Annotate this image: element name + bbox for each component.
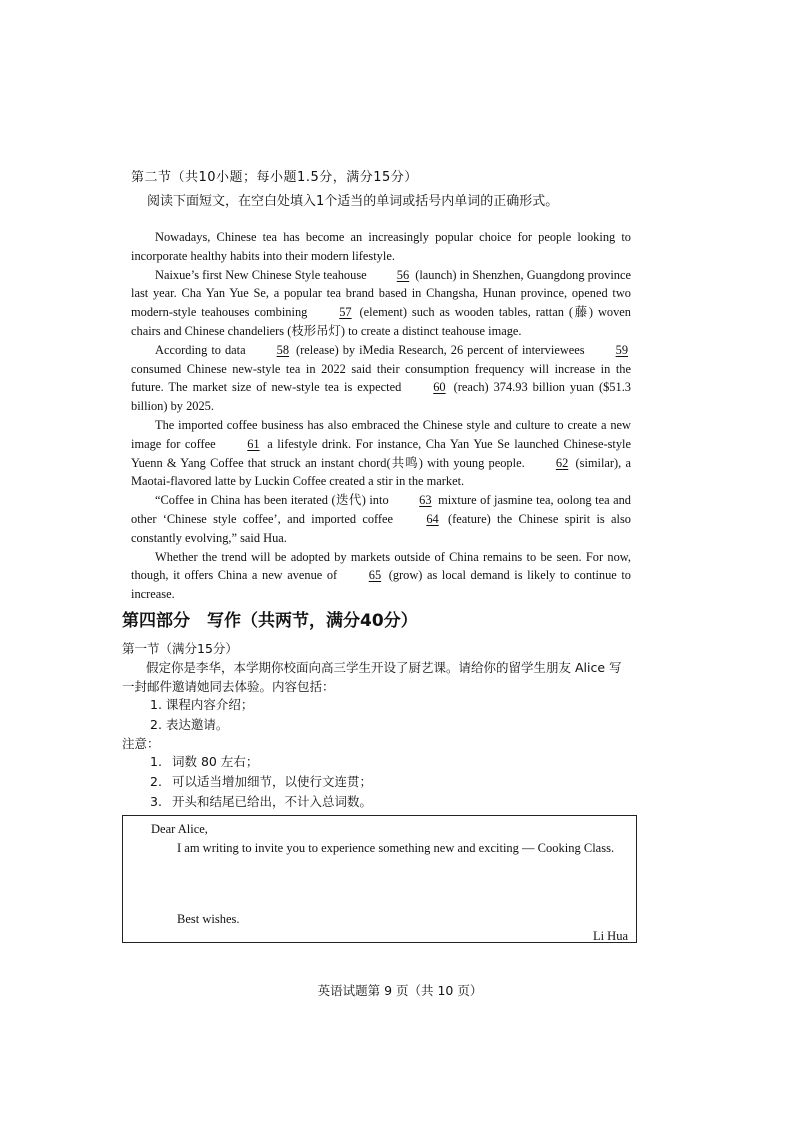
text-segment: (element) such as wooden tables, rattan (藤) woven chairs and Chinese chandeliers (枝形吊灯) to create a distinct teahouse image. — [131, 305, 631, 338]
writing-section1-header: 第一节（满分15分） — [122, 641, 238, 656]
text-segment: (grow) as local demand is likely to continue to increase. — [131, 568, 631, 602]
text-segment: (reach) 374.93 billion yuan ($51.3 billion) by 2025. — [131, 380, 631, 414]
note-number: 3. — [150, 794, 162, 809]
blank-58[interactable]: 58 — [276, 342, 290, 357]
content-point: 1. 课程内容介绍； — [150, 697, 254, 712]
passage-paragraph-6 — [131, 548, 631, 604]
text-segment: a lifestyle drink. For instance, Cha Yan Yue Se launched Chinese-style Yuenn & Yang Coffee that struck an instant chord(共鸣) with young people. — [131, 436, 631, 470]
note-number: 2. — [150, 774, 162, 789]
text-segment: (similar), a Maotai-flavored latte by Luckin Coffee created a stir in the market. — [131, 455, 631, 489]
passage-paragraph-2 — [131, 266, 631, 341]
note-text: 词数 80 左右； — [172, 754, 259, 769]
blank-63[interactable]: 63 — [419, 493, 432, 508]
text-segment: consumed Chinese new-style tea in 2022 said their consumption frequency will increase in the future. The market size of new-style tea is expected — [131, 361, 631, 395]
letter-salutation: Dear Alice, — [151, 822, 208, 836]
text-segment: Naixue’s first New Chinese Style teahouse — [155, 267, 370, 282]
notes-label: 注意： — [122, 736, 160, 751]
section2-instruction: 阅读下面短文，在空白处填入1个适当的单词或括号内单词的正确形式。 — [147, 194, 559, 209]
letter-closing: Best wishes. — [177, 912, 240, 926]
text-segment: (release) by iMedia Research, 26 percent of interviewees — [292, 342, 589, 357]
note-item — [150, 752, 372, 772]
letter-opening: I am writing to invite you to experience something new and exciting — Cooking Class. — [177, 841, 615, 855]
note-number: 1. — [150, 754, 162, 769]
cloze-passage — [131, 228, 631, 604]
text-segment: mixture of jasmine tea, oolong tea and other ‘Chinese style coffee’, and imported coffee — [131, 493, 631, 526]
note-text: 可以适当增加细节，以使行文连贯； — [172, 774, 373, 789]
notes-list — [150, 752, 372, 812]
page-footer: 英语试题第 9 页（共 10 页） — [317, 983, 483, 998]
passage-paragraph-1: Nowadays, Chinese tea has become an increasingly popular choice for people looking to incorporate healthy habits into their modern lifestyle. — [131, 230, 631, 263]
content-point: 2. 表达邀请。 — [150, 717, 229, 732]
blank-60[interactable]: 60 — [433, 380, 446, 395]
blank-61[interactable]: 61 — [247, 436, 260, 451]
content-points — [150, 695, 253, 735]
letter-signature: Li Hua — [592, 929, 628, 943]
text-segment: (feature) the Chinese spirit is also constantly evolving,” said Hua. — [131, 511, 631, 545]
blank-62[interactable]: 62 — [555, 455, 569, 470]
note-item — [150, 792, 372, 812]
passage-paragraph-4 — [131, 416, 631, 491]
blank-64[interactable]: 64 — [426, 511, 439, 526]
text-segment: (launch) in Shenzhen, Guangdong province last year. Cha Yan Yue Se, a popular tea brand based in Changsha, Hunan province, opened two modern-style teahouses combining — [131, 267, 631, 320]
text-segment: According to data — [155, 342, 250, 357]
blank-65[interactable]: 65 — [368, 568, 382, 583]
passage-paragraph-5 — [131, 491, 631, 547]
passage-paragraph-3 — [131, 341, 631, 416]
note-item — [150, 772, 372, 792]
text-segment: Whether the trend will be adopted by markets outside of China remains to be seen. For now, though, it offers China a new avenue of — [131, 549, 631, 583]
text-segment: The imported coffee business has also embraced the Chinese style and culture to create a new image for coffee — [131, 417, 631, 451]
blank-59[interactable]: 59 — [615, 342, 629, 357]
note-text: 开头和结尾已给出，不计入总词数。 — [172, 794, 373, 809]
writing-task-prompt: 假定你是李华，本学期你校面向高三学生开设了厨艺课。请给你的留学生朋友 Alice 写一封邮件邀请她同去体验。内容包括： — [122, 660, 622, 694]
blank-56[interactable]: 56 — [396, 267, 410, 282]
blank-57[interactable]: 57 — [339, 305, 352, 320]
text-segment: “Coffee in China has been iterated (迭代) into — [155, 493, 393, 508]
section2-header: 第二节（共10小题；每小题1.5分，满分15分） — [131, 170, 418, 185]
part4-header: 第四部分 写作（共两节，满分40分） — [122, 611, 418, 631]
letter-answer-box[interactable] — [122, 815, 637, 943]
